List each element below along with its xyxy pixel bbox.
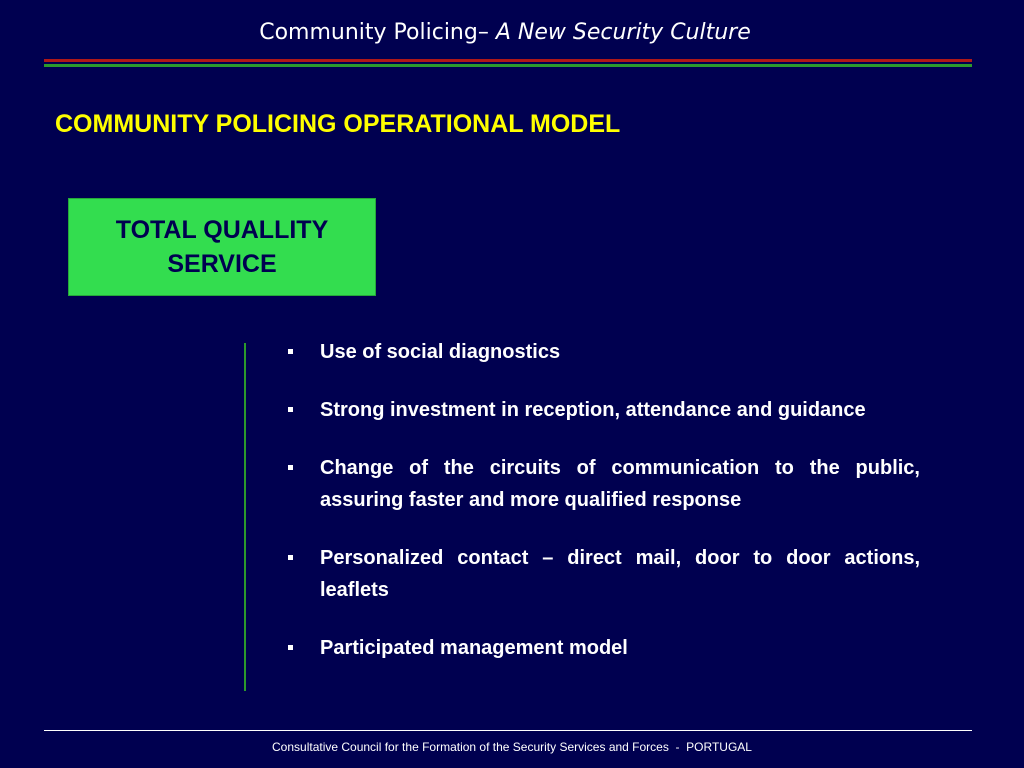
box-line-2: SERVICE	[167, 250, 277, 278]
bullet-item	[286, 394, 920, 426]
bullet-item	[286, 632, 920, 664]
slide-heading: COMMUNITY POLICING OPERATIONAL MODEL	[55, 110, 621, 138]
footer-text: Consultative Council for the Formation of the Security Services and Forces - PORTUGAL	[272, 740, 752, 754]
bullet-marker	[288, 407, 293, 412]
bullet-item	[286, 336, 920, 368]
header-title-separator: –	[477, 20, 489, 45]
bullet-text: Change of the circuits of communication to the public, assuring faster and more qualified response	[320, 457, 920, 511]
header-rule-green	[44, 64, 972, 67]
bullet-marker	[288, 645, 293, 650]
header-rule-red	[44, 59, 972, 62]
bullet-marker	[288, 349, 293, 354]
bullet-item	[286, 452, 920, 516]
header-title	[0, 20, 1010, 45]
bullet-marker	[288, 465, 293, 470]
bullet-text: Use of social diagnostics	[320, 341, 561, 363]
bullet-list	[286, 336, 920, 690]
box-line-1: TOTAL QUALLITY	[115, 216, 329, 244]
bullet-text: Strong investment in reception, attendance and guidance	[320, 399, 866, 421]
bullet-text: Participated management model	[320, 637, 628, 659]
total-quality-service-box	[68, 198, 376, 296]
vertical-divider	[244, 343, 246, 691]
header-subtitle: A New Security Culture	[488, 20, 751, 45]
bullet-marker	[288, 555, 293, 560]
bullet-item	[286, 542, 920, 606]
header-title-main: Community Policing	[259, 20, 478, 45]
footer-rule	[44, 730, 972, 731]
bullet-text: Personalized contact – direct mail, door to door actions, leaflets	[320, 547, 920, 601]
